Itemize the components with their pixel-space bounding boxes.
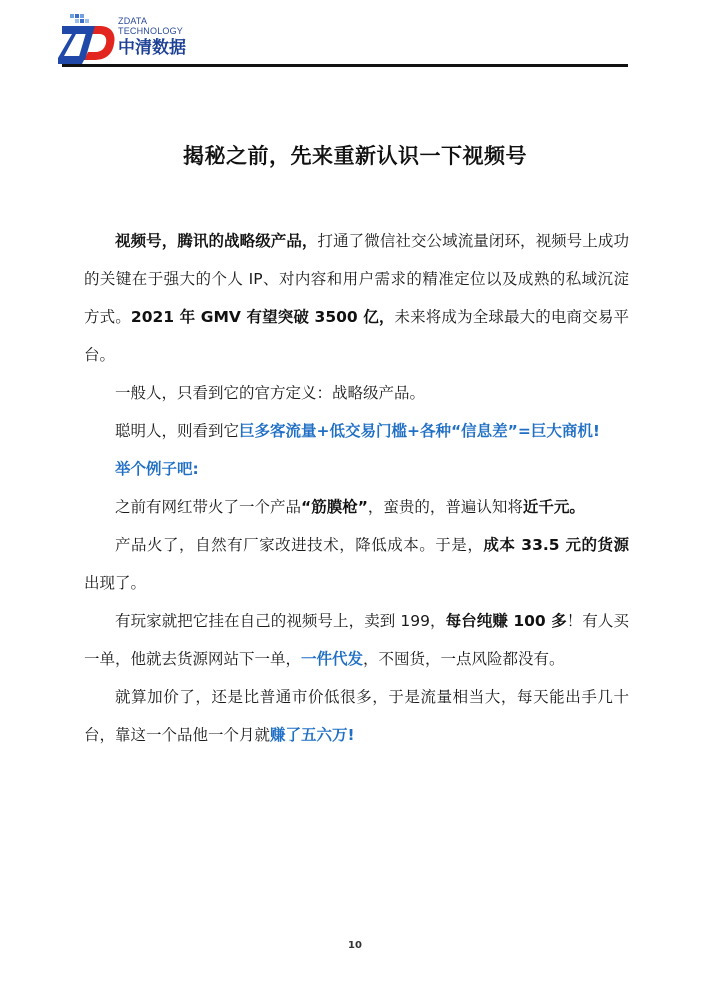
article-body bbox=[84, 222, 629, 754]
p7-highlight-dropship: 一件代发 bbox=[301, 650, 364, 668]
logo-cn: 中清数据 bbox=[118, 38, 186, 58]
p7-text-1: 有玩家就把它挂在自己的视频号上，卖到 199， bbox=[115, 612, 446, 630]
page-header bbox=[58, 10, 628, 70]
p6-text-1: 产品火了，自然有厂家改进技术，降低成本。于是， bbox=[115, 536, 484, 554]
p7-bold-profit: 每台纯赚 100 多 bbox=[445, 612, 567, 630]
paragraph-7 bbox=[84, 602, 629, 678]
p5-text-1: 之前有网红带火了一个产品 bbox=[115, 498, 302, 516]
zd-logo-icon bbox=[58, 12, 118, 64]
p2-text: 一般人，只看到它的官方定义：战略级产品。 bbox=[115, 384, 426, 402]
paragraph-1 bbox=[84, 222, 629, 374]
p7-text-3: ，不囤货，一点风险都没有。 bbox=[363, 650, 565, 668]
paragraph-8 bbox=[84, 678, 629, 754]
paragraph-5 bbox=[84, 488, 629, 526]
paragraph-4 bbox=[84, 450, 629, 488]
logo-text bbox=[118, 16, 186, 59]
p5-bold-product: “筋膜枪” bbox=[301, 498, 368, 516]
p8-highlight-earnings: 赚了五六万! bbox=[270, 726, 355, 744]
p7-text-2: ！有人买一单，他就去货源网站下一单， bbox=[84, 612, 629, 668]
p4-highlight: 举个例子吧: bbox=[115, 460, 199, 478]
p5-text-2: ，蛮贵的，普遍认知将 bbox=[367, 498, 523, 516]
logo-en-line1: ZDATA bbox=[118, 16, 148, 26]
page-title: 揭秘之前，先来重新认识一下视频号 bbox=[183, 144, 527, 168]
p6-text-2: 出现了。 bbox=[84, 574, 147, 592]
page-number: 10 bbox=[348, 940, 362, 951]
p1-bold-gmv: 2021 年 GMV 有望突破 3500 亿， bbox=[130, 308, 395, 326]
p5-bold-price: 近千元。 bbox=[522, 498, 585, 516]
logo-en-line2: TECHNOLOGY bbox=[118, 26, 184, 36]
paragraph-3 bbox=[84, 412, 629, 450]
p3-text: 聪明人，则看到它 bbox=[115, 422, 240, 440]
p8-text: 就算加价了，还是比普通市价低很多，于是流量相当大，每天能出手几十台，靠这一个品他一个月就 bbox=[84, 688, 629, 744]
p1-bold-intro: 视频号，腾讯的战略级产品， bbox=[115, 232, 318, 250]
p1-text-2: 未来将成为全球最大的电商交易平台。 bbox=[84, 308, 629, 364]
p3-highlight: 巨多客流量+低交易门槛+各种“信息差”=巨大商机! bbox=[239, 422, 600, 440]
paragraph-2 bbox=[84, 374, 629, 412]
p1-text-1: 打通了微信社交公域流量闭环，视频号上成功的关键在于强大的个人 IP、对内容和用户需求的精准定位以及成熟的私域沉淀方式。 bbox=[84, 232, 629, 326]
paragraph-6 bbox=[84, 526, 629, 602]
p6-bold-cost: 成本 33.5 元的货源 bbox=[483, 536, 629, 554]
header-divider bbox=[62, 64, 628, 67]
